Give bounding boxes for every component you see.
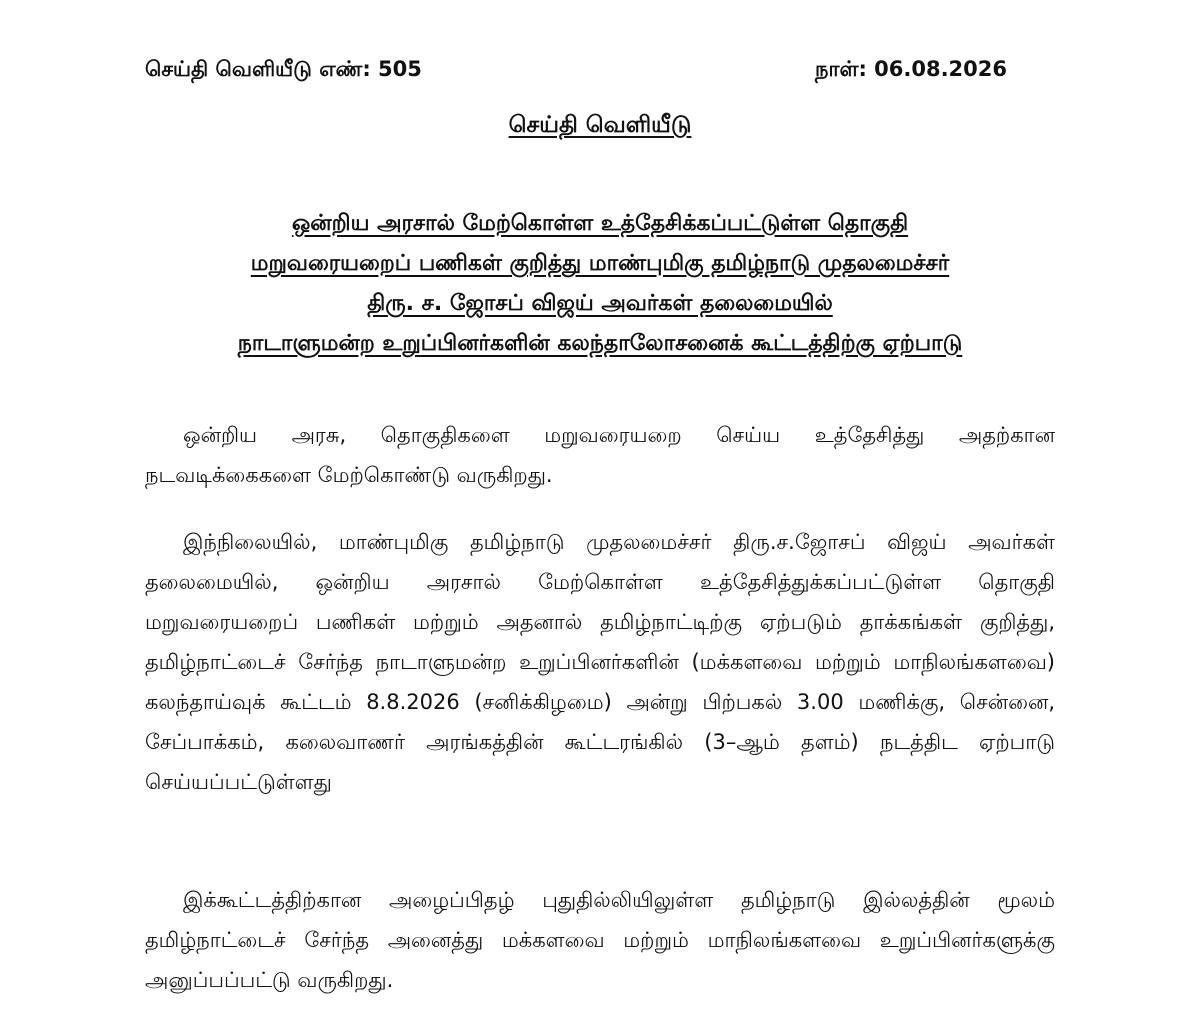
body-paragraph-1 (145, 415, 1055, 495)
heading-line: ஒன்றிய அரசால் மேற்கொள்ள உத்தேசிக்கப்பட்டுள்ள தொகுதி (291, 211, 909, 236)
paragraph-text: ஒன்றிய அரசு, தொகுதிகளை மறுவரையறை செய்ய உத்தேசித்து அதற்கான நடவடிக்கைகளை மேற்கொண்டு வருகிறது. (145, 423, 1055, 487)
heading-line: திரு. ச. ஜோசப் விஜய் அவர்கள் தலைமையில் (367, 291, 833, 316)
heading-line: நாடாளுமன்ற உறுப்பினர்களின் கலந்தாலோசனைக் கூட்டத்திற்கு ஏற்பாடு (237, 331, 963, 356)
document-title: செய்தி வெளியீடு (508, 112, 692, 138)
paragraph-text: இந்நிலையில், மாண்புமிகு தமிழ்நாடு முதலமைச்சர் திரு.ச.ஜோசப் விஜய் அவர்கள் தலைமையில், ஒன்றிய அரசால் மேற்கொள்ள உத்தேசித்துக்கப்பட்டுள்ள தொகுதி மறுவரையறைப் பணிகள் மற்றும் அதனால் தமிழ்நாட்டிற்கு ஏற்படும் தாக்கங்கள் குறித்து, தமிழ்நாட்டைச் சேர்ந்த நாடாளுமன்ற உறுப்பினர்களின் (மக்களவை மற்றும் மாநிலங்களவை) கலந்தாய்வுக் கூட்டம் 8.8.2026 (சனிக்கிழமை) அன்று பிற்பகல் 3.00 மணிக்கு, சென்னை, சேப்பாக்கம், கலைவாணர் அரங்கத்தின் கூட்டரங்கில் (3–ஆம் தளம்) நடத்திட ஏற்பாடு செய்யப்பட்டுள்ளது (145, 530, 1055, 794)
body-paragraph-3 (145, 880, 1055, 1000)
release-date: நாள்: 06.08.2026 (815, 56, 1007, 81)
document-header (145, 52, 1007, 88)
release-number: செய்தி வெளியீடு எண்: 505 (145, 56, 422, 81)
body-paragraph-2 (145, 522, 1055, 802)
heading-line: மறுவரையறைப் பணிகள் குறித்து மாண்புமிகு தமிழ்நாடு முதலமைச்சர் (250, 251, 950, 276)
release-heading (120, 204, 1080, 364)
paragraph-text: இக்கூட்டத்திற்கான அழைப்பிதழ் புதுதில்லியிலுள்ள தமிழ்நாடு இல்லத்தின் மூலம் தமிழ்நாட்டைச் சேர்ந்த அனைத்து மக்களவை மற்றும் மாநிலங்களவை உறுப்பினர்களுக்கு அனுப்பப்பட்டு வருகிறது. (145, 888, 1055, 992)
